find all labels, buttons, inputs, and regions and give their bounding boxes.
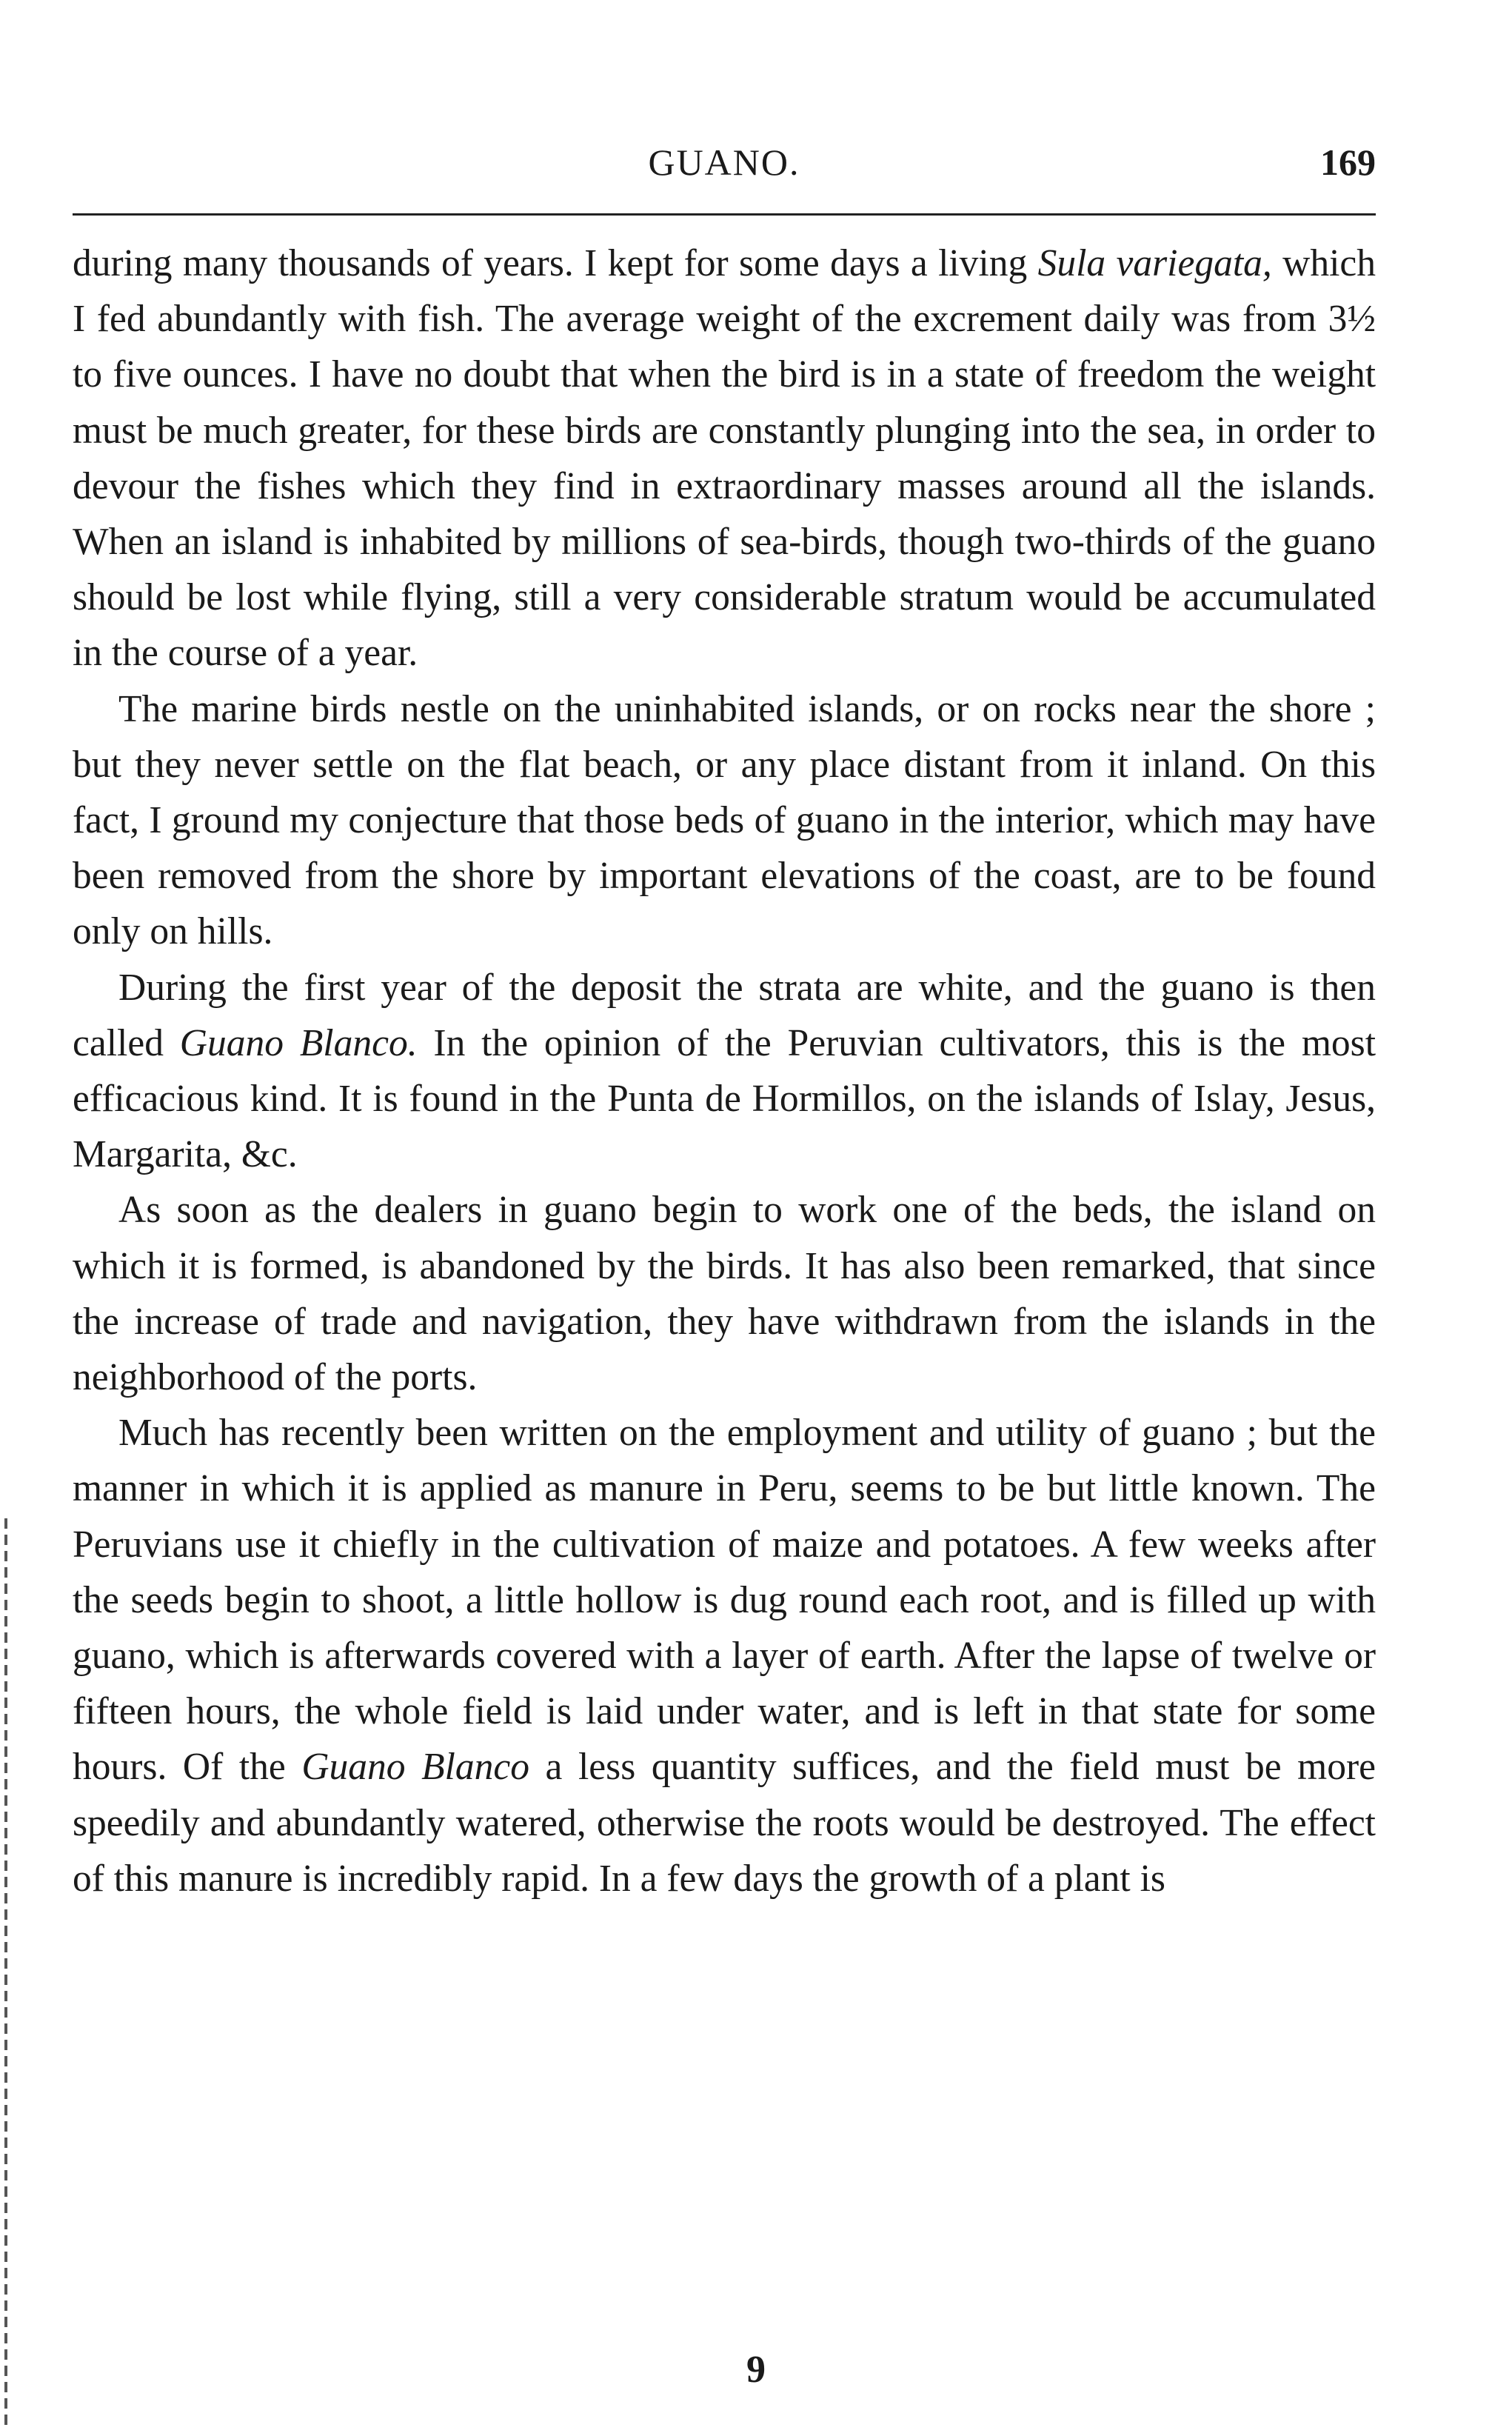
italic-text: Guano Blanco [301, 1746, 529, 1789]
running-head: GUANO. [648, 141, 800, 183]
text-run: During the first year of the deposit the strata are white, and the guano is then called [73, 966, 1376, 1064]
page-header [73, 141, 1376, 200]
text-run: Much has recently been written on the employment and utility of guano ; but the manner in which it is applied as manure in Peru, seems to be but little known. The Peruvians use it chiefly in the cultivation of maize and potatoes. A few weeks after the seeds begin to shoot, a little hollow is dug round each root, and is filled up with guano, which is afterwards covered with a layer of earth. After the lapse of twelve or fifteen hours, the whole field is laid under water, and is left in that state for some hours. Of the [73, 1412, 1376, 1789]
text-run: In the opinion of the Peruvian cultivators, this is the most efficacious kind. It is found in the Punta de Hormillos, on the islands of Islay, Jesus, Margarita, &c. [73, 1021, 1376, 1176]
text-run: which I fed abundantly with fish. The average weight of the excrement daily was from 3½ to five ounces. I have no doubt that when the bird is in a state of freedom the weight must be much greater, for these birds are constantly plunging into the sea, in order to devour the fishes which they find in extraordinary masses around all the islands. When an island is inhabited by millions of sea-birds, though two-thirds of the guano should be lost while flying, still a very considerable stratum would be accumulated in the course of a year. [73, 242, 1376, 675]
paragraph [73, 236, 1376, 681]
paragraph [73, 1405, 1376, 1906]
paragraph [73, 1182, 1376, 1405]
italic-text: Sula variegata, [1037, 242, 1272, 284]
paragraph [73, 960, 1376, 1183]
page-number: 169 [1320, 141, 1376, 183]
text-run: The marine birds nestle on the uninhabited islands, or on rocks near the shore ; but they never settle on the flat beach, or any place distant from it inland. On this fact, I ground my conjecture that those beds of guano in the interior, which may have been removed from the shore by important elevations of the coast, are to be found only on hills. [73, 687, 1376, 953]
header-rule [73, 213, 1376, 216]
paragraph [73, 681, 1376, 960]
signature-mark: 9 [746, 2349, 766, 2391]
binding-edge [4, 1518, 7, 2429]
italic-text: Guano Blanco. [179, 1021, 418, 1064]
text-run: a less quantity suffices, and the field must be more speedily and abundantly watered, otherwise the roots would be destroyed. The effect of this manure is incredibly rapid. In a few days the growth of a plant is [73, 1746, 1376, 1900]
text-run: As soon as the dealers in guano begin to work one of the beds, the island on which it is formed, is abandoned by the birds. It has also been remarked, that since the increase of trade and navigation, they have withdrawn from the islands in the neighborhood of the ports. [73, 1189, 1376, 1399]
text-run: during many thousands of years. I kept for some days a living [73, 242, 1038, 284]
body-text [73, 236, 1376, 1906]
